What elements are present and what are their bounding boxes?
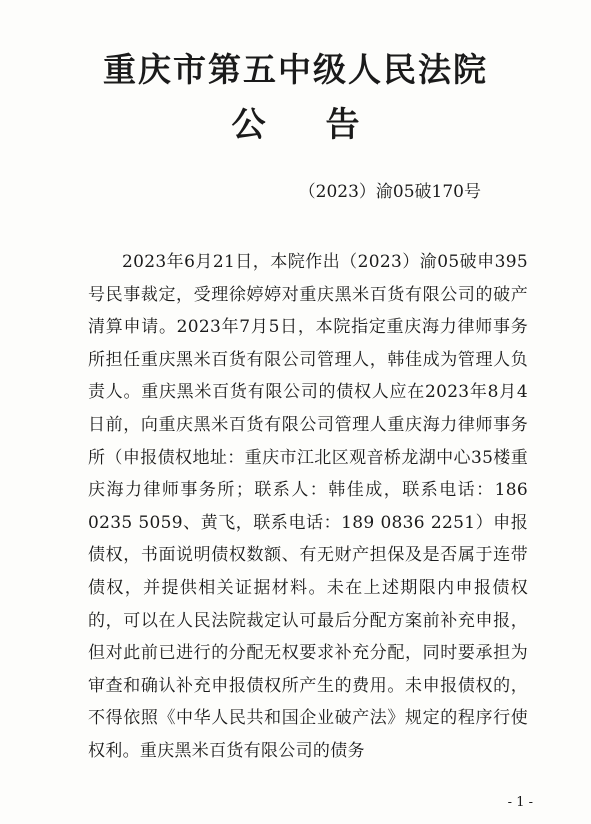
announcement-title: 公告 bbox=[231, 105, 420, 145]
announcement-body-paragraph: 2023年6月21日，本院作出（2023）渝05破申395号民事裁定，受理徐婷婷对重庆黑米百货有限公司的破产清算申请。2023年7月5日，本院指定重庆海力律师事务所担任重庆黑米百货有限公司管理人，韩佳成为管理人负责人。重庆黑米百货有限公司的债权人应在2023年8月4日前，向重庆黑米百货有限公司管理人重庆海力律师事务所（申报债权地址：重庆市江北区观音桥龙湖中心35楼重庆海力律师事务所；联系人：韩佳成，联系电话：186 0235 5059、黄飞，联系电话：189 0836 2251）申报债权，书面说明债权数额、有无财产担保及是否属于连带债权，并提供相关证据材料。未在上述期限内申报债权的，可以在人民法院裁定认可最后分配方案前补充申报，但对此前已进行的分配无权要求补充分配，同时要承担为审查和确认补充申报债权所产生的费用。未申报债权的，不得依照《中华人民共和国企业破产法》规定的程序行使权利。重庆黑米百货有限公司的债务 bbox=[88, 252, 528, 761]
page-number: - 1 - bbox=[507, 795, 533, 810]
case-number: （2023）渝05破170号 bbox=[298, 182, 481, 202]
court-name-heading: 重庆市第五中级人民法院 bbox=[103, 50, 488, 89]
